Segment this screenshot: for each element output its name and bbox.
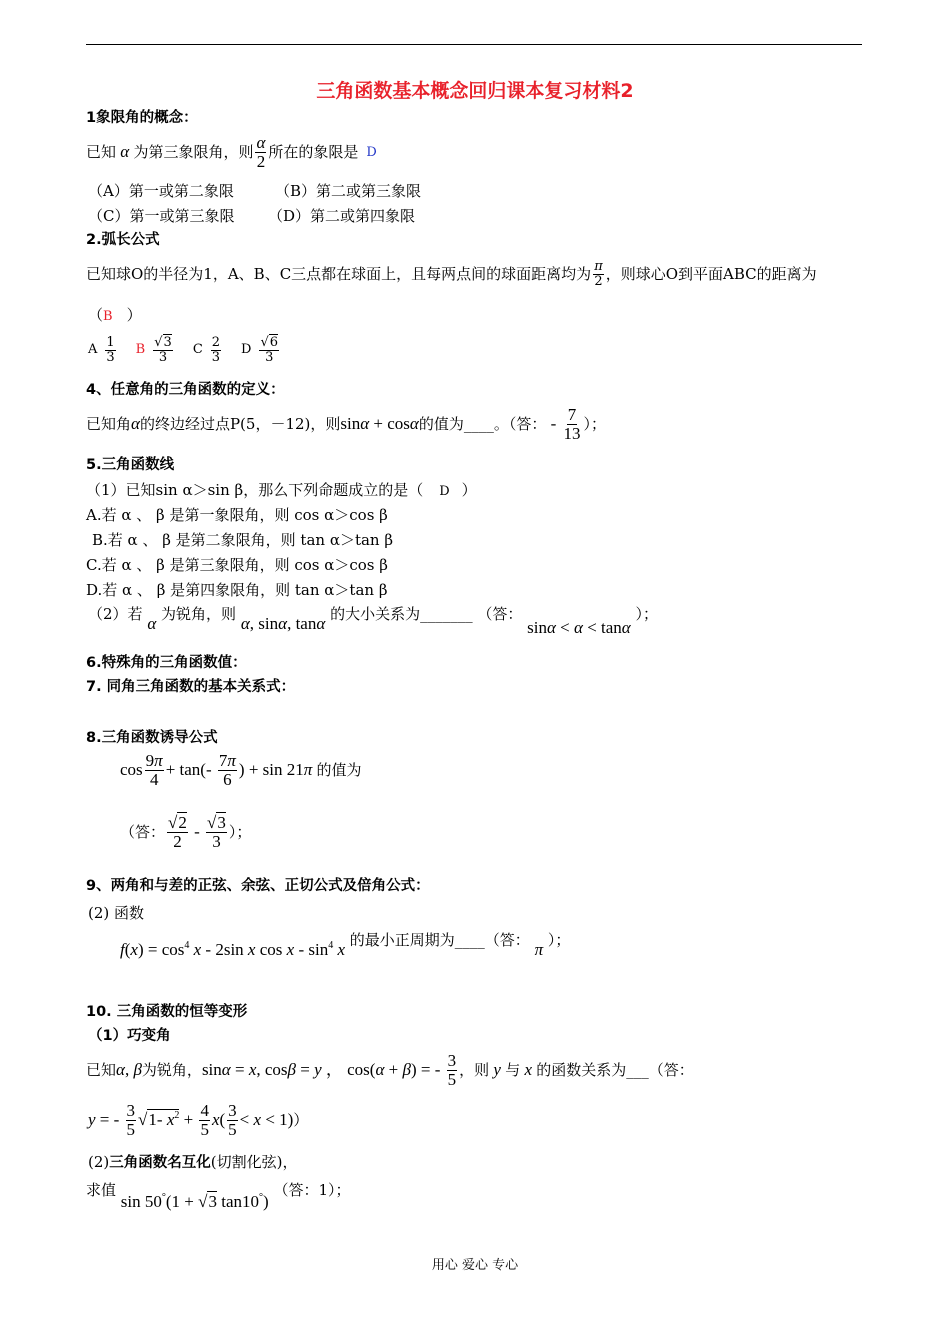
fraction-7-over-13: $\frac{7}{13}$ <box>563 405 581 443</box>
section-4-question <box>86 406 606 443</box>
sub-title: 三角函数名互化 <box>109 1155 211 1171</box>
q-text: 已知角 <box>86 415 132 434</box>
section-5-part-1 <box>86 481 477 500</box>
option-b: （B）第二或第三象限 <box>275 182 422 200</box>
math-y: y <box>489 1060 506 1080</box>
section-8-answer <box>120 814 251 851</box>
q-text: ）； <box>635 605 659 623</box>
sub-label: (2) <box>88 1153 110 1171</box>
section-10-question-2 <box>86 1180 351 1220</box>
paren-close: ） <box>126 306 142 324</box>
math-alpha: α <box>116 142 134 162</box>
paren-open: （ <box>88 306 104 324</box>
math-y-equals: y = - <box>88 1110 124 1130</box>
section-2-options <box>88 336 281 364</box>
page-title: 三角函数基本概念回归课本复习材料2 <box>316 80 634 102</box>
q-text: （答：1）； <box>273 1181 351 1199</box>
section-10-sub-1: （1）巧变角 <box>88 1028 171 1044</box>
q-text: ）； <box>228 823 252 842</box>
q-text: 的值为 <box>316 761 362 780</box>
section-1-question <box>86 134 377 171</box>
q-text: ，则 <box>459 1061 490 1080</box>
section-8-expression <box>120 752 362 789</box>
math-minus: - <box>546 414 561 434</box>
section-10-heading: 10. 三角函数的恒等变形 <box>86 1004 248 1020</box>
fraction-sqrt2-over-2: $\frac{√2}{2}$ <box>168 813 187 851</box>
q-text: 为锐角， <box>141 1061 202 1080</box>
option-b: B.若 α 、 β 是第二象限角，则 tan α＞tan β <box>92 531 394 549</box>
option-a: A.若 α 、 β 是第一象限角，则 cos α＞cos β <box>86 506 388 524</box>
fraction-9pi-over-4: $\frac{9\pi}{4}$ <box>145 751 163 789</box>
section-8-heading: 8.三角函数诱导公式 <box>86 730 218 746</box>
sub-note: (切割化弦)， <box>210 1153 298 1171</box>
q-text: ，则球心O到平面ABC的距离为 <box>605 265 817 284</box>
fraction-4-over-5: $\frac{4}{5}$ <box>200 1101 209 1139</box>
paren-close: ） <box>461 481 477 499</box>
section-6-heading: 6.特殊角的三角函数值： <box>86 655 247 671</box>
option-c: C.若 α 、 β 是第三象限角，则 cos α＞cos β <box>86 556 388 574</box>
option-d: （D）第二或第四象限 <box>268 207 416 225</box>
math-sin-cos-xy: sinα = x, cosβ = y ， <box>201 1060 348 1080</box>
opt-a-label: A <box>88 342 98 358</box>
math-x: x <box>520 1060 537 1080</box>
math-minus: - <box>189 822 205 842</box>
q-text: 的函数关系为___（答： <box>536 1061 694 1080</box>
answer-letter: D <box>366 144 377 160</box>
math-cos-sum: cos(α + β) = - <box>347 1060 445 1080</box>
q-text: ）； <box>547 931 571 949</box>
option-d: D.若 α 、 β 是第四象限角，则 tan α＞tan β <box>86 581 388 599</box>
q-text: ）； <box>583 415 607 434</box>
math-inequality: sinα < α < tanα <box>527 618 631 637</box>
section-9-heading: 9、两角和与差的正弦、余弦、正切公式及倍角公式： <box>86 878 430 894</box>
fraction-2-over-3: $\frac{2}{3}$ <box>211 335 221 365</box>
opt-c-label: C <box>192 342 203 358</box>
section-2-heading: 2.弧长公式 <box>86 232 160 248</box>
section-5-heading: 5.三角函数线 <box>86 457 175 473</box>
q-text: 的值为____。（答： <box>418 415 547 434</box>
math-x-paren: x( <box>211 1110 226 1130</box>
fraction-sqrt6-over-3: $\frac{√6}{3}$ <box>260 335 279 365</box>
q-text: 已知 <box>86 1061 117 1080</box>
fraction-pi-over-2: $\frac{\pi}{2}$ <box>594 259 603 289</box>
fraction-1-over-3: $\frac{1}{3}$ <box>106 335 115 365</box>
math-alpha-beta: α, β <box>116 1060 142 1080</box>
q-text: ） <box>293 1111 309 1130</box>
q-text: （答： <box>120 823 166 842</box>
q-text: 的终边经过点P(5，－12)，则 <box>139 415 341 434</box>
q-text: 的大小关系为_______ （答： <box>330 605 523 623</box>
fraction-3-over-5: $\frac{3}{5}$ <box>228 1101 237 1139</box>
section-4-heading: 4、任意角的三角函数的定义： <box>86 382 285 398</box>
opt-d-label: D <box>241 342 252 358</box>
q-text: 为锐角，则 <box>161 605 237 623</box>
section-1-heading: 1象限角的概念： <box>86 110 198 126</box>
section-10-question <box>86 1052 694 1089</box>
section-2-question <box>86 260 817 288</box>
fraction-sqrt3-over-3: $\frac{√3}{3}$ <box>154 335 172 365</box>
math-alpha: α <box>147 614 157 633</box>
math-function: $f(x) = \cos^4 x - 2\sin$ x cos x - $\sin^4 x$ <box>120 940 345 959</box>
fraction-3-over-5: $\frac{3}{5}$ <box>447 1051 457 1089</box>
fraction-alpha-over-2: $\frac{\alpha}{2}$ <box>256 133 266 171</box>
fraction-sqrt3-over-3: $\frac{√3}{3}$ <box>207 813 226 851</box>
math-cos: cos <box>120 760 143 780</box>
opt-b-label: B <box>135 342 146 358</box>
top-rule <box>86 44 862 45</box>
page-footer: 用心 爱心 专心 <box>431 1258 519 1273</box>
section-9-function <box>120 930 570 970</box>
math-range: < x < 1) <box>239 1110 294 1130</box>
section-10-answer <box>88 1102 308 1139</box>
section-10-sub-2 <box>88 1153 297 1172</box>
q-text: 的最小正周期为____（答： <box>349 931 530 949</box>
q-text: 已知球O的半径为1，A、B、C三点都在球面上，且每两点间的球面距离均为 <box>86 265 592 284</box>
q-text: 所在的象限是 <box>268 143 359 162</box>
fraction-7pi-over-6: $\frac{7\pi}{6}$ <box>218 751 236 789</box>
q-text: 求值 <box>86 1181 117 1199</box>
q-text: 与 <box>505 1061 521 1080</box>
math-pi: π <box>534 940 544 959</box>
answer-letter: B <box>103 309 113 324</box>
section-5-part-2 <box>88 604 658 644</box>
q-text: 已知 <box>86 143 117 162</box>
option-c: （C）第一或第三象限 <box>88 207 235 225</box>
math-alpha: α <box>131 414 140 434</box>
section-9-part-2: (2) 函数 <box>88 904 145 922</box>
option-a: （A）第一或第二象限 <box>88 182 234 200</box>
section-2-answer <box>88 306 142 325</box>
math-sin50: sin 50°(1 + √3 tan10°) <box>120 1192 269 1211</box>
fraction-3-over-5: $\frac{3}{5}$ <box>126 1101 136 1139</box>
q-text: （2）若 <box>88 605 143 623</box>
math-plus-tan: + tan(- <box>165 760 216 780</box>
math-sqrt-term: √1- $x^2$ + <box>138 1110 198 1130</box>
math-plus-sin: ) + sin 21π <box>238 760 313 780</box>
math-alpha-sin-tan: α, sinα, tanα <box>240 614 326 633</box>
section-7-heading: 7. 同角三角函数的基本关系式： <box>86 679 296 695</box>
math-sin-plus-cos: sinα + cosα <box>340 414 419 434</box>
q-text: 为第三象限角，则 <box>133 143 254 162</box>
q-text: （1）已知sin α＞sin β，那么下列命题成立的是（ <box>86 481 424 499</box>
answer-letter: D <box>439 484 450 499</box>
